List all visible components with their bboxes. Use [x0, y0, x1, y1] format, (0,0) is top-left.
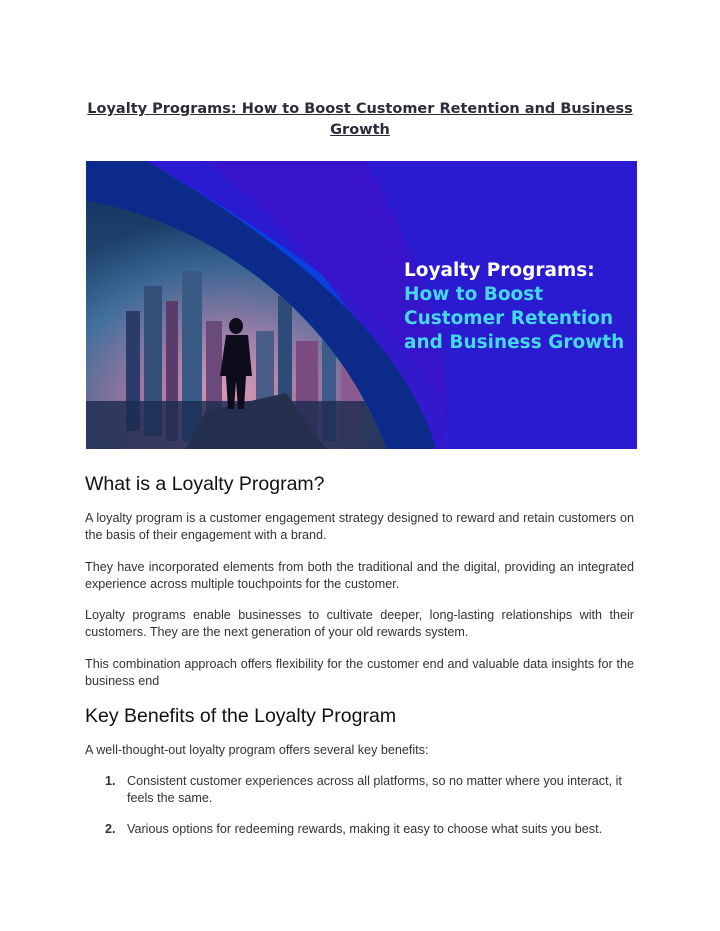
- section-heading-what-is: What is a Loyalty Program?: [85, 473, 325, 495]
- banner-heading-line-1: Loyalty Programs:: [404, 260, 595, 281]
- paragraph-definition: A loyalty program is a customer engagement strategy designed to reward and retain customers on the basis of their engagement with a brand.: [85, 511, 634, 542]
- list-item-text: Consistent customer experiences across all platforms, so no matter where you interact, it feels the same.: [127, 774, 622, 805]
- list-number: 2.: [105, 822, 116, 836]
- banner-heading-line-4: and Business Growth: [404, 332, 625, 353]
- list-item-text: Various options for redeeming rewards, making it easy to choose what suits you best.: [127, 822, 603, 836]
- benefits-list: [85, 773, 635, 852]
- paragraph-integration: They have incorporated elements from both the traditional and the digital, providing an integrated experience across multiple touchpoints for the customer.: [85, 560, 634, 591]
- document-title: Loyalty Programs: How to Boost Customer Retention and Business Growth: [87, 101, 633, 138]
- list-item: [85, 773, 635, 807]
- banner-heading-line-3: Customer Retention: [404, 308, 614, 329]
- paragraph-relationships: Loyalty programs enable businesses to cultivate deeper, long-lasting relationships with their customers. They are the next generation of your old rewards system.: [85, 608, 634, 639]
- paragraph-combination: This combination approach offers flexibility for the customer end and valuable data insights for the business end: [85, 657, 634, 688]
- list-item: [85, 821, 635, 838]
- section-heading-key-benefits: Key Benefits of the Loyalty Program: [85, 705, 397, 727]
- hero-banner-image: [86, 161, 637, 449]
- list-number: 1.: [105, 774, 116, 788]
- banner-heading-line-2: How to Boost: [404, 284, 544, 305]
- benefits-intro: A well-thought-out loyalty program offers several key benefits:: [85, 743, 429, 757]
